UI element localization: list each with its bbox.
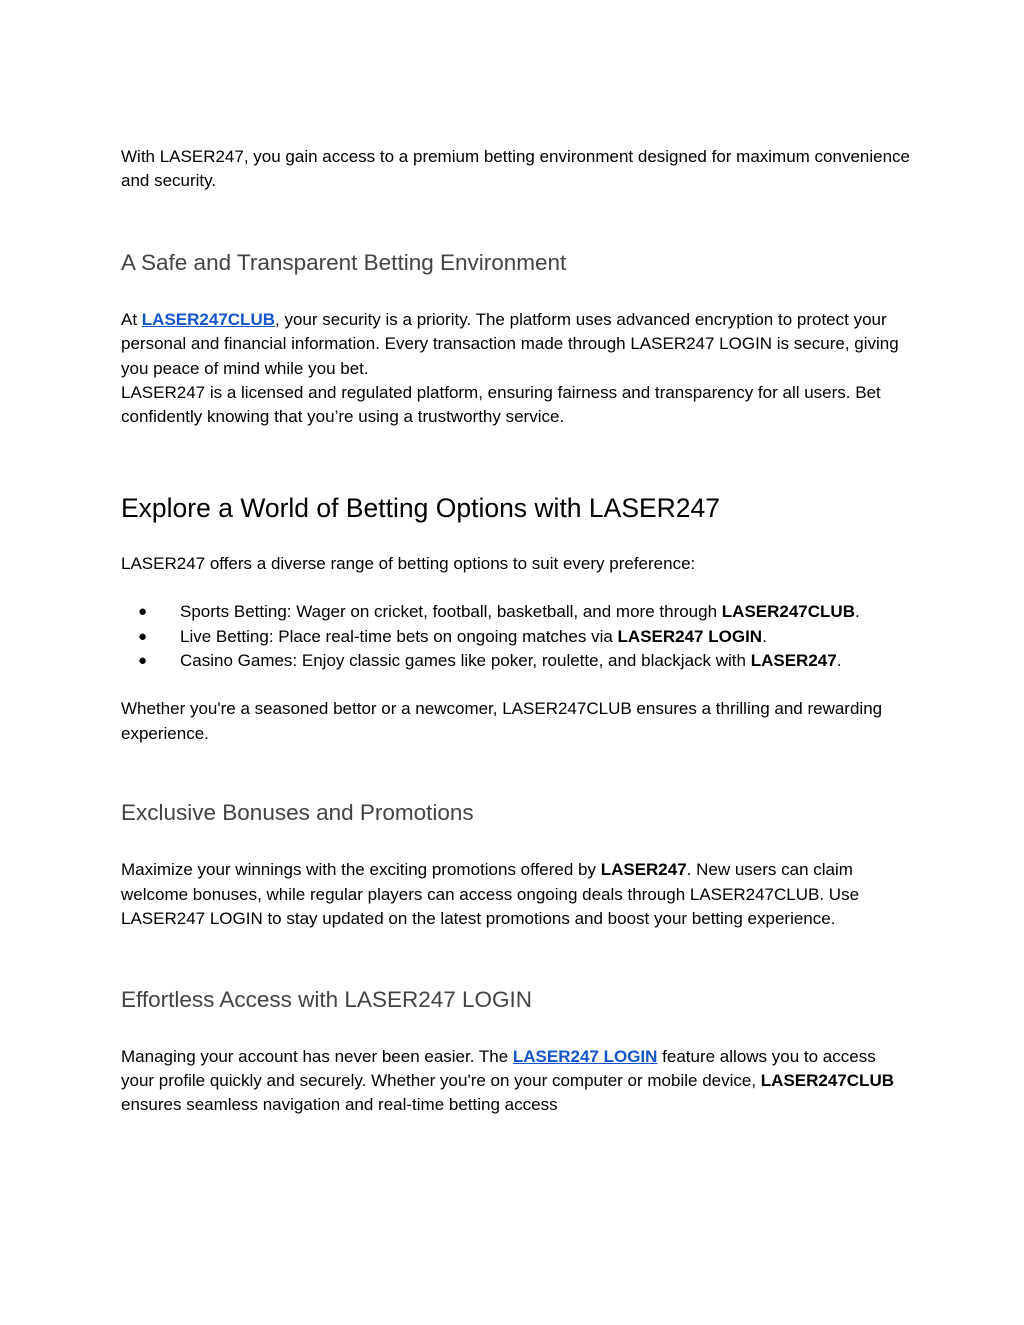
list-item	[121, 649, 911, 673]
bonus-p-rest: . New users can claim welcome bonuses, while regular players can access ongoing deals through LASER247CLUB. Use LASER247 LOGIN to stay updated on the latest promotions and boost your betting experience.	[121, 860, 860, 929]
list-item	[121, 600, 911, 624]
list-item-end: .	[854, 602, 860, 622]
safe-section-paragraph-1	[121, 308, 911, 381]
laser247-login-link[interactable]: LASER247 LOGIN	[512, 1046, 658, 1066]
safe-p1-rest: , your security is a priority. The platform uses advanced encryption to protect your personal and financial information. Every transaction made through LASER247 LOGIN is secure, giving you peace of mind while you bet.	[121, 309, 899, 378]
safe-section-paragraph-2: LASER247 is a licensed and regulated platform, ensuring fairness and transparency for all users. Bet confidently knowing that you’re using a trustworthy service.	[121, 383, 881, 427]
access-section-heading: Effortless Access with LASER247 LOGIN	[121, 986, 533, 1012]
explore-closing-paragraph: Whether you're a seasoned bettor or a newcomer, LASER247CLUB ensures a thrilling and rewarding experience.	[121, 699, 883, 743]
bullet-icon: ●	[138, 627, 148, 645]
list-item-bold: LASER247CLUB	[721, 602, 855, 622]
bullet-icon: ●	[138, 603, 148, 621]
list-item-bold: LASER247	[750, 651, 837, 671]
laser247club-link[interactable]: LASER247CLUB	[141, 309, 275, 329]
document-content	[121, 145, 911, 1118]
bonus-p-prefix: Maximize your winnings with the exciting promotions offered by	[121, 860, 601, 880]
access-p-prefix: Managing your account has never been easier. The	[121, 1046, 513, 1066]
intro-paragraph: With LASER247, you gain access to a premium betting environment designed for maximum convenience and security.	[121, 147, 911, 191]
bonus-p-bold: LASER247	[600, 860, 687, 880]
access-p-mid: feature allows you to access your profile quickly and securely. Whether you're on your computer or mobile device,	[121, 1046, 876, 1090]
explore-intro-paragraph: LASER247 offers a diverse range of betting options to suit every preference:	[121, 553, 696, 573]
list-item-text: Live Betting: Place real-time bets on ongoing matches via	[180, 626, 618, 646]
bonus-paragraph	[121, 858, 911, 931]
list-item	[121, 625, 911, 649]
access-paragraph	[121, 1045, 911, 1118]
list-item-text: Sports Betting: Wager on cricket, football, basketball, and more through	[180, 602, 722, 622]
bullet-icon: ●	[138, 652, 148, 670]
bonus-section-heading: Exclusive Bonuses and Promotions	[121, 800, 474, 826]
safe-section-heading: A Safe and Transparent Betting Environment	[121, 249, 567, 275]
list-item-end: .	[762, 626, 767, 646]
safe-p1-prefix: At	[121, 309, 142, 329]
list-item-end: .	[836, 651, 842, 671]
list-item-text: Casino Games: Enjoy classic games like poker, roulette, and blackjack with	[180, 651, 751, 671]
access-p-bold: LASER247CLUB	[760, 1070, 894, 1090]
explore-section-heading: Explore a World of Betting Options with LASER247	[121, 492, 721, 523]
list-item-bold: LASER247 LOGIN	[617, 626, 763, 646]
access-p-rest: ensures seamless navigation and real-time betting access	[121, 1095, 558, 1115]
betting-options-list	[121, 600, 911, 673]
